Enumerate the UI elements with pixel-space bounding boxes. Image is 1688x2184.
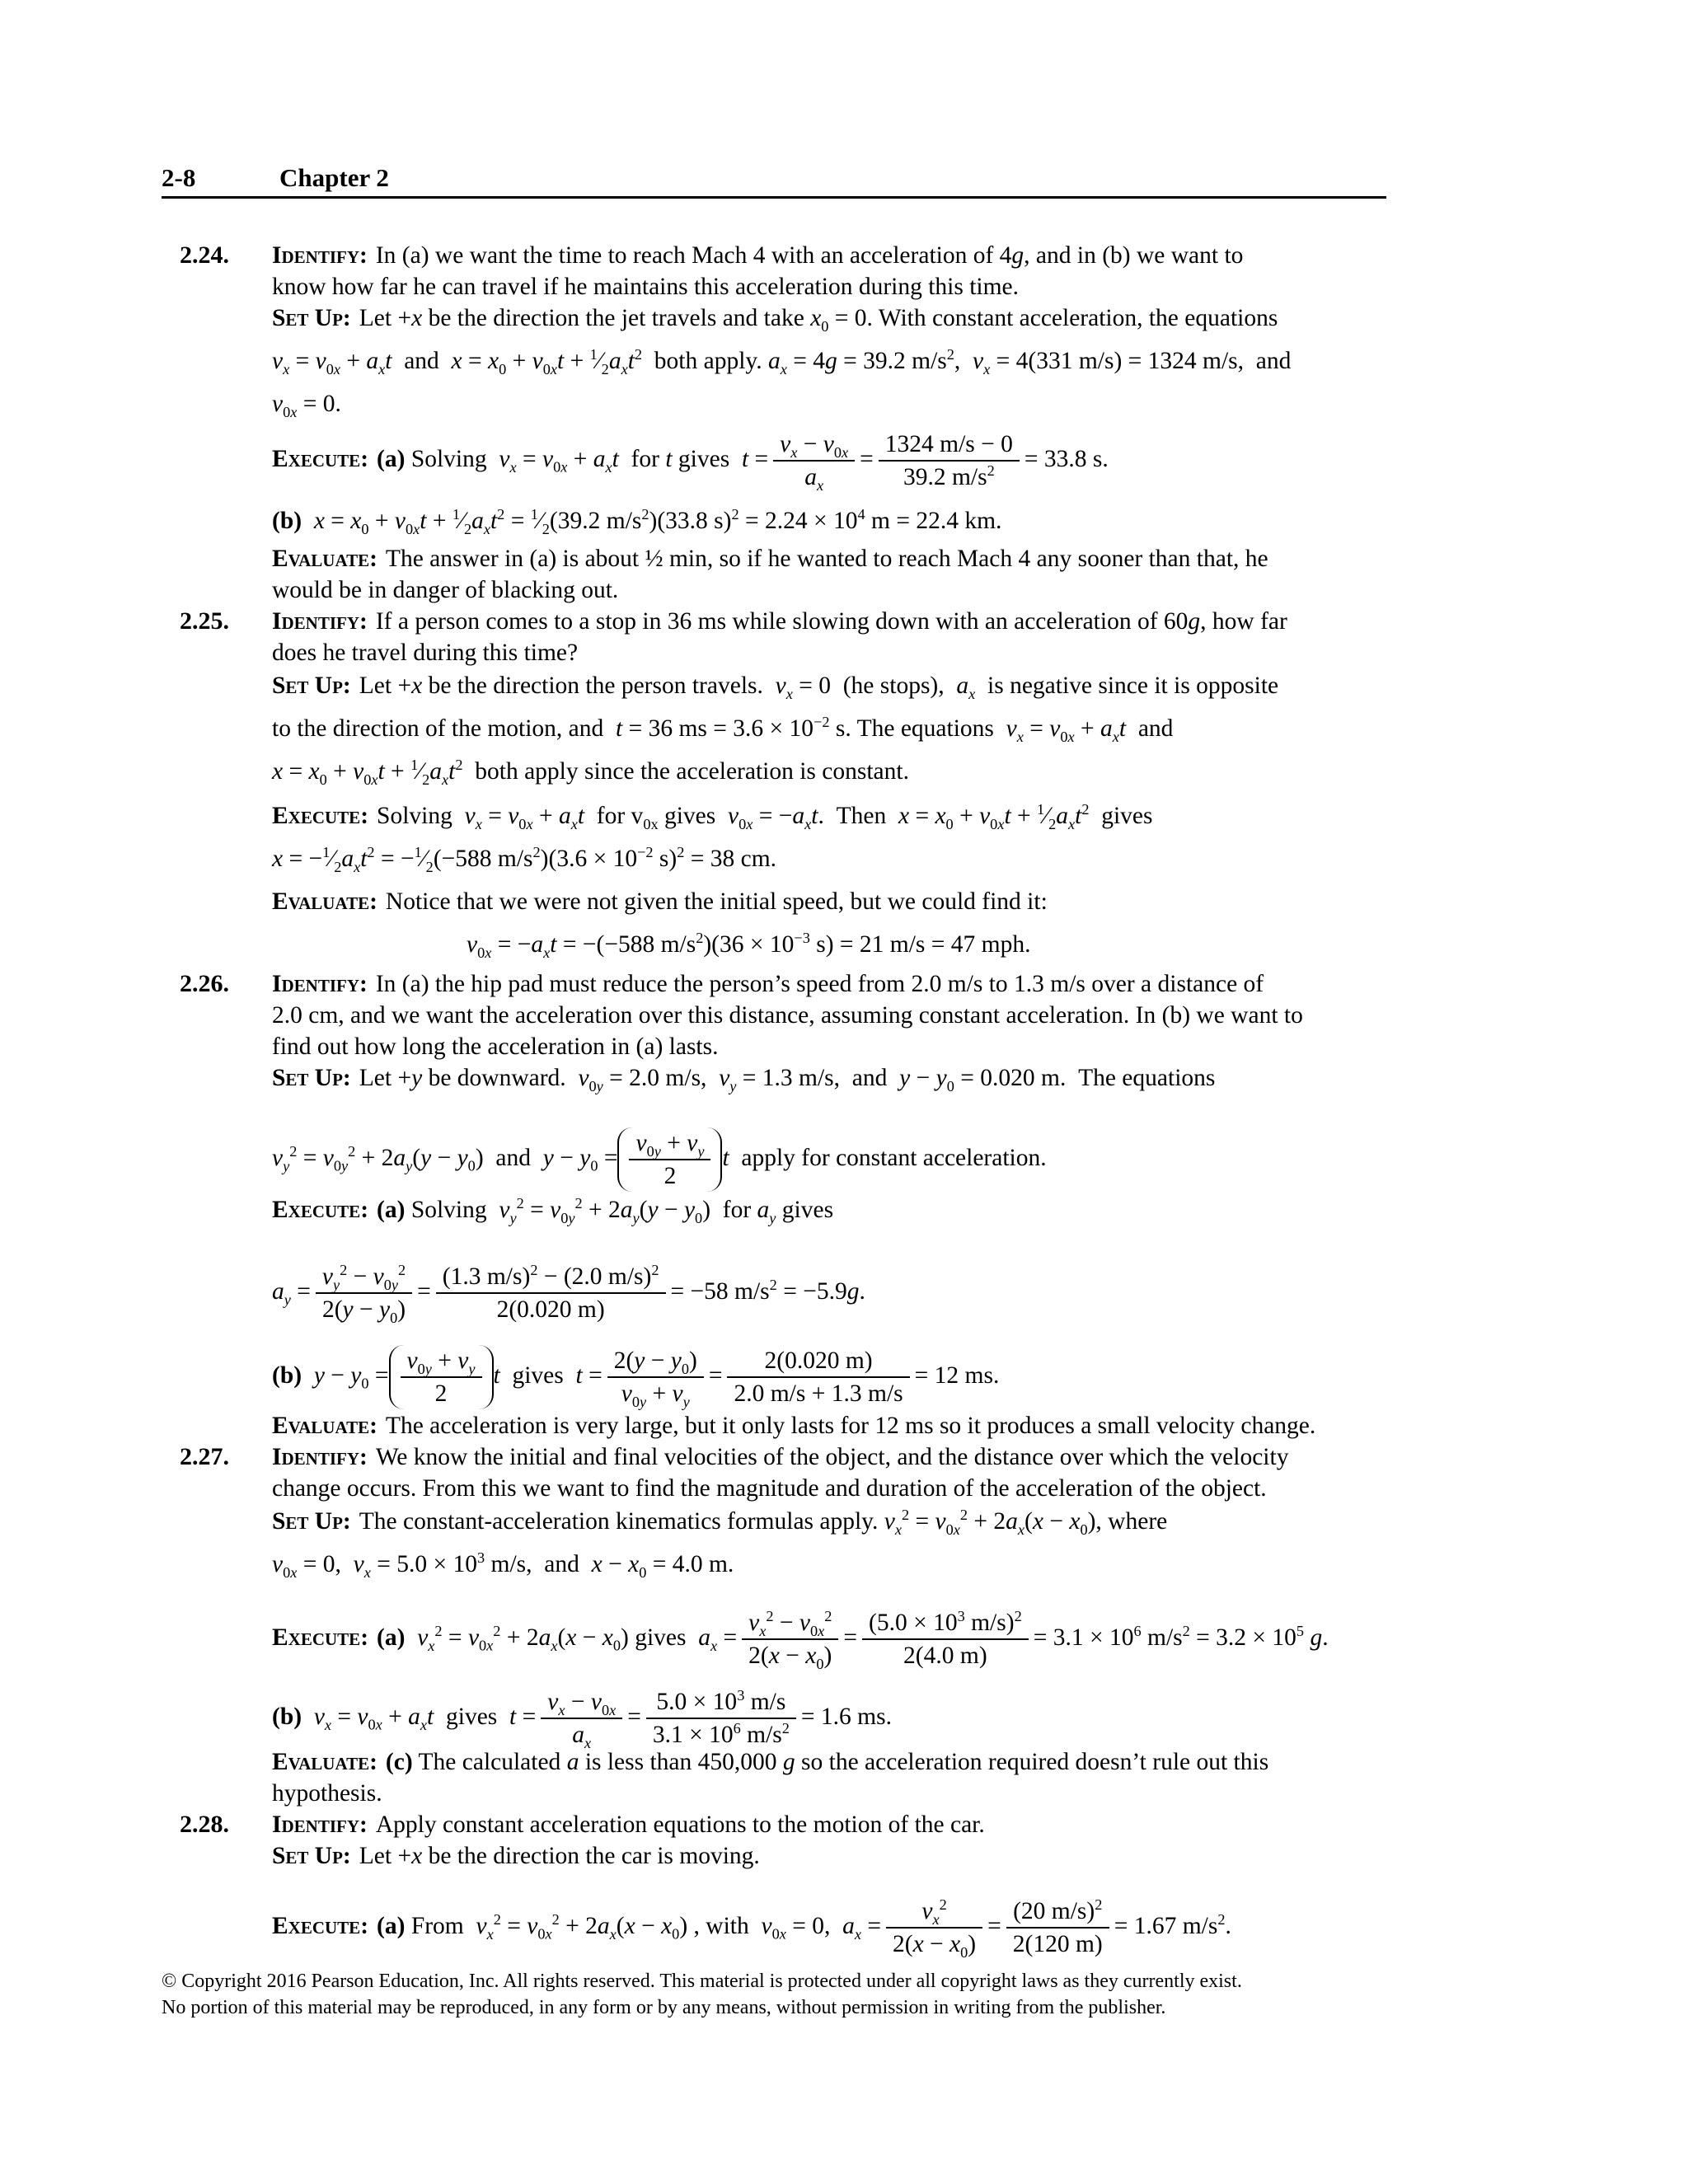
problem-line: Set Up: The constant-acceleration kinematics formulas apply. $v_x^2 = v_{0x}^2 + 2a_x(x - x_0)$, where [272,1507,1168,1538]
problem-line: $v_{0x} = 0$. [272,391,341,420]
problem-line: Evaluate: The answer in (a) is about ½ min, so if he wanted to reach Mach 4 any sooner than that, he [272,546,1268,572]
problem-line: Evaluate: (c) The calculated a is less than 450,000 g so the acceleration required doesn’t rule out this [272,1749,1269,1775]
problem-line: would be in danger of blacking out. [272,577,619,603]
problem-line: $a_y$ = $\frac{v_y^2 - v_{0y}^2}{2(y - y_0)}$ = $\frac{(1.3 m/s)^2 - (2.0 m/s)^2}{2(0.020 m)}$ = −58 $m/s^2 = -5.9g$. [272,1262,865,1326]
problem-number: 2.25. [180,607,229,635]
problem-line: Identify: We know the initial and final velocities of the object, and the distance over which the velocity [272,1444,1289,1470]
problem-line: Execute: (a) Solving $v_y^2 = v_{0y}^2 + 2a_y(y - y_0)$ for $a_y$ gives [272,1195,834,1226]
problem-number: 2.24. [180,241,229,269]
problem-line: Set Up: Let +x be the direction the jet travels and take $x_0 = 0$. With constant acceleration, the equations [272,305,1278,335]
problem-line: (b) $x = x_0 + v_{0x}t$ + $^1⁄_2a_xt^2$ = $^1⁄_2(39.2$ $m/s^2)(33.8$ $s)^2 = 2.24 \times 10^4$ m = 22.4 km. [272,506,1002,537]
problem-line: $x = x_0 + v_{0x}t$ + $^1⁄_2a_xt^2$ both apply since the acceleration is constant. [272,757,909,788]
page-header [162,163,1386,199]
problem-line: $v_{0x} = 0$, $v_x = 5.0 \times 10^3$ m/s, and $x - x_0 = 4.0$ m. [272,1549,734,1581]
problem-number: 2.28. [180,1811,229,1838]
problem-line: Execute: (a) Solving $v_x = v_{0x} + a_xt$ for t gives t = $\frac{v_x - v_{0x}}{a_x}$ = $\frac{1324 m/s - 0}{39.2 m/s^2}$ = 33.8 s. [272,429,1109,493]
page-number: 2-8 [162,163,196,192]
problem-number: 2.26. [180,970,229,997]
problem-line: Evaluate: Notice that we were not given the initial speed, but we could find it: [272,888,1048,915]
problem-line: Execute: Solving $v_x = v_{0x} + a_xt$ for $v_{0x}$ gives $v_{0x} = -a_xt$. Then $x = x_0 + v_{0x}t$ + $^1⁄_2a_xt^2$ gives [272,801,1153,832]
problem-line: Execute: (a) $v_x^2 = v_{0x}^2 + 2a_x(x - x_0)$ gives $a_x$ = $\frac{v_x^2 - v_{0x}^2}{2(x - x_0)}$ = $\frac{(5.0 \times 10^3 m/s)^2}{2(4.0 m)}$ = $3.1 \times 10^6$ $m/s^2 = 3.2 \times 10^5$ g. [272,1608,1329,1672]
problem-line: change occurs. From this we want to find the magnitude and duration of the acceleration of the object. [272,1475,1267,1502]
copyright-line: No portion of this material may be reproduced, in any form or by any means, without permission in writing from the publisher. [162,1997,1166,2018]
problem-number: 2.27. [180,1443,229,1470]
problem-line: Set Up: Let +x be the direction the person travels. $v_x = 0$ (he stops), $a_x$ is negative since it is opposite [272,673,1279,702]
copyright-footer [162,1968,1242,2021]
problem-line: Execute: (a) From $v_x^2 = v_{0x}^2 + 2a_x(x - x_0)$ , with $v_{0x} = 0$, $a_x$ = $\frac{v_x^2}{2(x - x_0)}$ = $\frac{(20 m/s)^2}{2(120 m)}$ = 1.67 $m/s^2$. [272,1896,1231,1961]
problem-line: to the direction of the motion, and t = 36 ms = $3.6 \times 10^{-2}$ s. The equations $v_x = v_{0x} + a_xt$ and [272,714,1174,745]
problem-line: (b) $v_x = v_{0x} + a_xt$ gives t = $\frac{v_x - v_{0x}}{a_x}$ = $\frac{5.0 \times 10^3 m/s}{3.1 \times 10^6 m/s^2}$ = 1.6 ms. [272,1687,892,1751]
problem-line: $v_x = v_{0x} + a_xt$ and $x = x_0 + v_{0x}t$ + $^1⁄_2a_xt^2$ both apply. $a_x = 4g = 39.2$ $m/s^2$, $v_x = 4(331$ m/s) = 1324 m/s, and [272,346,1292,377]
problem-line: know how far he can travel if he maintains this acceleration during this time. [272,274,1020,300]
problem-line: Identify: Apply constant acceleration equations to the motion of the car. [272,1811,985,1838]
problem-line: Identify: In (a) the hip pad must reduce the person’s speed from 2.0 m/s to 1.3 m/s over a distance of [272,971,1264,997]
problem-line: Evaluate: The acceleration is very large, but it only lasts for 12 ms so it produces a small velocity change. [272,1413,1316,1439]
problem-line: Set Up: Let +y be downward. $v_{0y} = 2.0$ m/s, $v_y = 1.3$ m/s, and $y - y_0 = 0.020$ m. The equations [272,1065,1216,1094]
problem-line: Set Up: Let +x be the direction the car is moving. [272,1843,760,1869]
problem-line: $v_{0x} = -a_xt = -(-588$ $m/s^2)(36 \times 10^{-3}$ s) = 21 m/s = 47 mph. [467,930,1031,961]
problem-line: Identify: In (a) we want the time to reach Mach 4 with an acceleration of 4g, and in (b) we want to [272,242,1244,269]
problem-line: Identify: If a person comes to a stop in 36 ms while slowing down with an acceleration of 60g, how far [272,608,1287,635]
problem-line: 2.0 cm, and we want the acceleration over this distance, assuming constant acceleration. In (b) we want to [272,1002,1303,1029]
problem-line: (b) $y - y_0$ = $\frac{v_{0y} + v_y}{2}$ t gives t = $\frac{2(y - y_0)}{v_{0y} + v_y}$ = $\frac{2(0.020 m)}{2.0 m/s + 1.3 m/s}$ = 12 ms. [272,1345,999,1409]
problem-line: find out how long the acceleration in (a) lasts. [272,1033,719,1060]
problem-line: does he travel during this time? [272,640,579,666]
copyright-line: © Copyright 2016 Pearson Education, Inc. All rights reserved. This material is protected under all copyright laws as they currently exist. [162,1971,1242,1992]
chapter-title: Chapter 2 [279,163,389,192]
problem-line: $v_y^2 = v_{0y}^2 + 2a_y(y - y_0)$ and $y - y_0$ = $\frac{v_{0y} + v_y}{2}$ t apply for constant acceleration. [272,1127,1047,1192]
problem-line: $x = -^1⁄_2a_xt^2$ = $-^1⁄_2(-588$ $m/s^2)(3.6 \times 10^{-2}$ s)$^2$ = 38 cm. [272,844,777,875]
problem-line: hypothesis. [272,1780,382,1807]
